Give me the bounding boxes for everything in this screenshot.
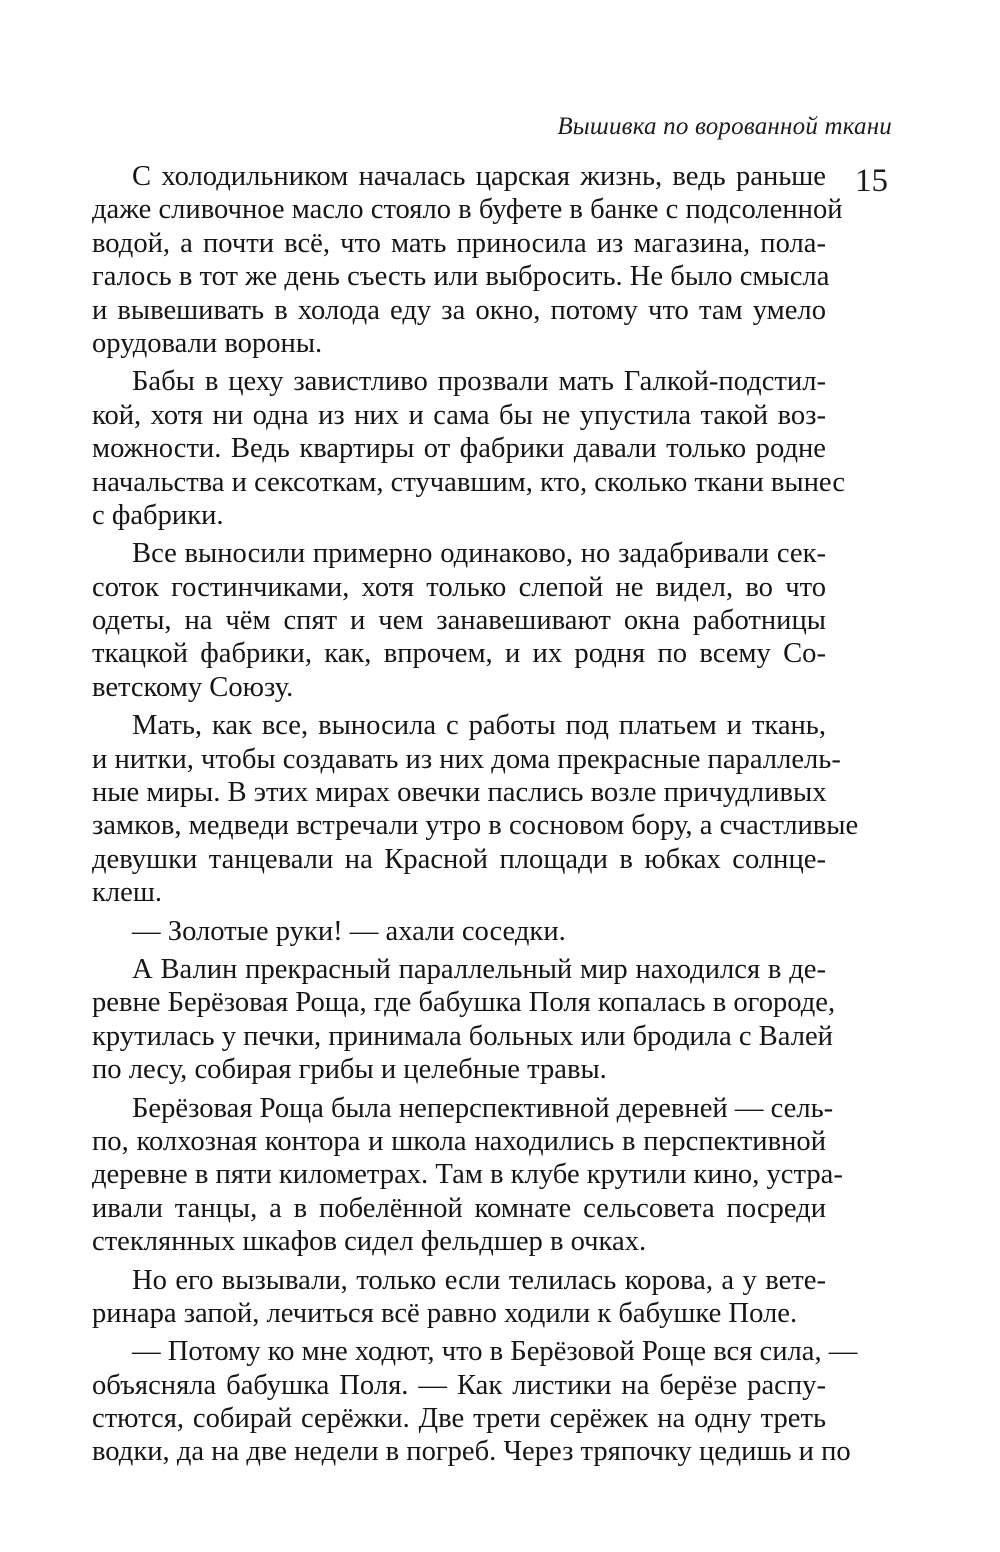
text-line: ревне Берёзовая Роща, где бабушка Поля копалась в огороде, [92, 987, 836, 1019]
text-line: ивали танцы, а в побелённой комнате сельсовета посреди [92, 1192, 826, 1224]
text-line: даже сливочное масло стояло в буфете в банке с подсоленной [92, 194, 843, 226]
text-line: Мать, как все, выносила с работы под платьем и ткань, [132, 710, 826, 742]
text-line: орудовали вороны. [92, 327, 323, 359]
text-line: можности. Ведь квартиры от фабрики давали только родне [92, 433, 826, 465]
text-line: крутилась у печки, принимала больных или бродила с Валей [92, 1020, 833, 1052]
text-line: кой, хотя ни одна из них и сама бы не упустила такой воз- [92, 399, 826, 431]
text-line: и нитки, чтобы создавать из них дома прекрасные параллель- [92, 743, 841, 775]
text-line: и вывешивать в холода еду за окно, потому что там умело [92, 294, 826, 326]
text-line: — Золотые руки! — ахали соседки. [132, 915, 566, 947]
text-line: девушки танцевали на Красной площади в юбках солнце- [92, 843, 826, 875]
body-text [92, 160, 859, 1469]
text-line: Все выносили примерно одинаково, но задабривали сек- [132, 538, 826, 570]
paragraph [92, 1335, 858, 1469]
text-line: одеты, на чём спят и чем занавешивают окна работницы [92, 605, 826, 637]
paragraph [92, 1092, 843, 1259]
paragraph [92, 537, 826, 704]
text-line: объясняла бабушка Поля. — Как листики на берёзе распу- [92, 1369, 826, 1401]
text-line: начальства и сексоткам, стучавшим, кто, сколько ткани вынес [92, 466, 846, 498]
text-line: — Потому ко мне ходют, что в Берёзовой Роще вся сила, — [132, 1336, 858, 1368]
paragraph [92, 365, 846, 532]
text-line: С холодильником началась царская жизнь, ведь раньше [132, 161, 826, 192]
text-line: стеклянных шкафов сидел фельдшер в очках. [92, 1226, 647, 1258]
text-line: водой, а почти всё, что мать приносила из магазина, пола- [92, 227, 826, 259]
text-line: ткацкой фабрики, как, впрочем, и их родня по всему Со- [92, 638, 826, 670]
text-line: с фабрики. [92, 499, 224, 531]
text-line: стются, собирай серёжки. Две трети серёжек на одну треть [92, 1403, 826, 1435]
paragraph [92, 1264, 826, 1331]
text-line: клеш. [92, 877, 163, 909]
text-line: по лесу, собирая грибы и целебные травы. [92, 1054, 607, 1086]
text-line: галось в тот же день съесть или выбросить. Не было смысла [92, 261, 830, 293]
paragraph [92, 915, 826, 948]
text-line: Бабы в цеху завистливо прозвали мать Галкой-подстил- [132, 366, 826, 398]
running-head: Вышивка по ворованной ткани [557, 113, 892, 140]
text-line: деревне в пяти километрах. Там в клубе крутили кино, устра- [92, 1159, 843, 1191]
text-line: по, колхозная контора и школа находились в перспективной [92, 1125, 826, 1157]
paragraph [92, 160, 843, 360]
paragraph [92, 709, 859, 909]
text-line: Но его вызывали, только если телилась корова, а у вете- [132, 1264, 826, 1296]
text-line: соток гостинчиками, хотя только слепой не видел, во что [92, 571, 826, 603]
text-line: ные миры. В этих мирах овечки паслись возле причудливых [92, 777, 827, 809]
text-line: замков, медведи встречали утро в сосновом бору, а счастливые [92, 810, 859, 842]
text-line: ветскому Союзу. [92, 671, 294, 703]
page-number: 15 [855, 163, 888, 199]
text-line: А Валин прекрасный параллельный мир находился в де- [132, 953, 826, 985]
text-line: Берёзовая Роща была неперспективной деревней — сель- [132, 1092, 834, 1124]
text-line: ринара запой, лечиться всё равно ходили к бабушке Поле. [92, 1297, 798, 1329]
text-line: водки, да на две недели в погреб. Через тряпочку цедишь и по [92, 1436, 851, 1468]
paragraph [92, 953, 836, 1087]
